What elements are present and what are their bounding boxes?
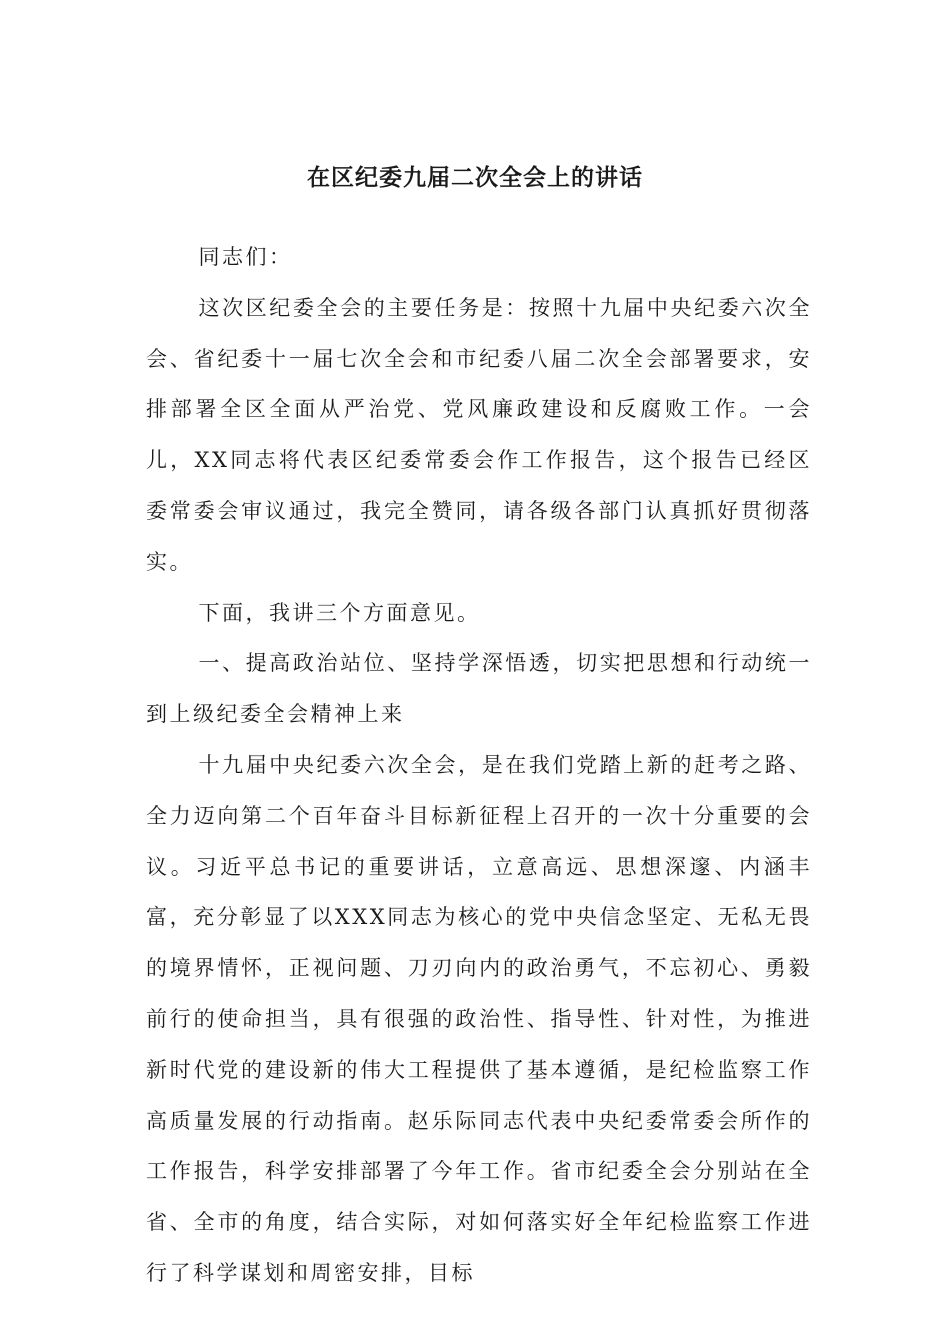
document-title: 在区纪委九届二次全会上的讲话 xyxy=(307,164,643,191)
section-heading: 一、提高政治站位、坚持学深悟透，切实把思想和行动统一到上级纪委全会精神上来 xyxy=(146,651,812,727)
salutation-paragraph: 同志们： xyxy=(198,245,293,269)
body-paragraph: 十九届中央纪委六次全会，是在我们党踏上新的赶考之路、全力迈向第二个百年奋斗目标新征程上召开的一次十分重要的会议。习近平总书记的重要讲话，立意高远、思想深邃、内涵丰富，充分彰显了以XXX同志为核心的党中央信念坚定、无私无畏的境界情怀，正视问题、刀刃向内的政治勇气，不忘初心、勇毅前行的使命担当，具有很强的政治性、指导性、针对性，为推进新时代党的建设新的伟大工程提供了基本遵循，是纪检监察工作高质量发展的行动指南。赵乐际同志代表中央纪委常委会所作的工作报告，科学安排部署了今年工作。省市纪委全会分别站在全省、全市的角度，结合实际，对如何落实好全年纪检监察工作进行了科学谋划和周密安排，目标 xyxy=(146,752,812,1285)
body-paragraph: 下面，我讲三个方面意见。 xyxy=(198,600,481,625)
document-body xyxy=(146,232,812,1299)
body-paragraph: 这次区纪委全会的主要任务是：按照十九届中央纪委六次全会、省纪委十一届七次全会和市纪委八届二次全会部署要求，安排部署全区全面从严治党、党风廉政建设和反腐败工作。一会儿，XX同志将代表区纪委常委会作工作报告，这个报告已经区委常委会审议通过，我完全赞同，请各级各部门认真抓好贯彻落实。 xyxy=(146,295,812,574)
